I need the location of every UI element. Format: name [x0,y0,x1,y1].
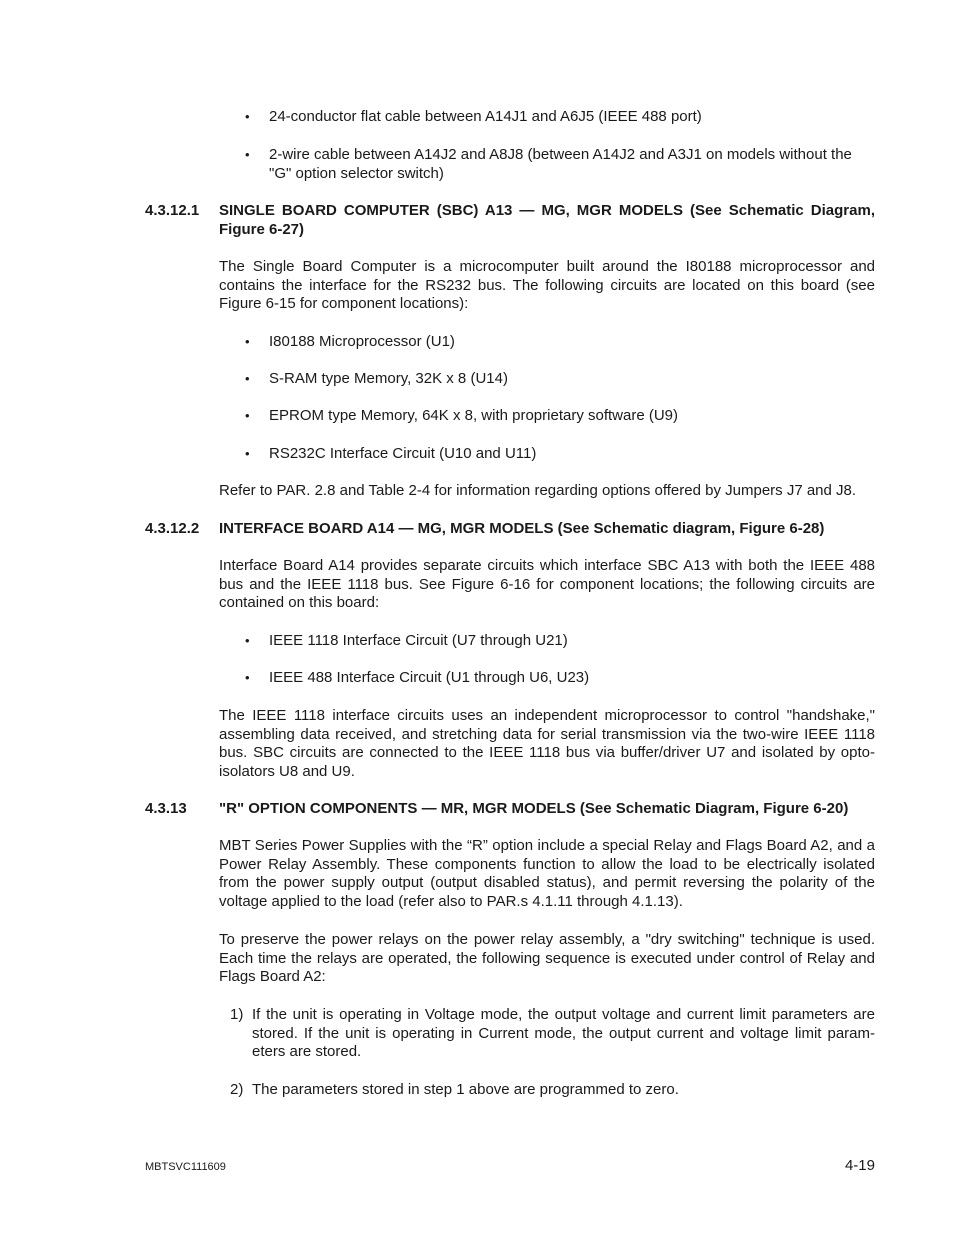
document-id: MBTSVC111609 [145,1161,226,1173]
page-number: 4-19 [844,1157,875,1174]
list-item-text: 2-wire cable between A14J2 and A8J8 (between A14J2 and A3J1 on models without the "G" option selector switch) [269,146,852,182]
list-item [245,108,875,127]
paragraph: To preserve the power relays on the power relay assembly, a "dry switching" technique is used. Each time the relays are operated, the following sequence is executed under control of Relay and Flags Board A2: [219,931,875,986]
section-number: 4.3.12.1 [145,202,200,219]
list-item-text: IEEE 488 Interface Circuit (U1 through U6, U23) [269,669,590,686]
paragraph: Refer to PAR. 2.8 and Table 2-4 for information regarding options offered by Jumpers J7 and J8. [219,482,857,499]
section-heading [145,800,875,819]
list-item-text: I80188 Microprocessor (U1) [269,333,455,350]
list-item [245,370,875,389]
list-item [245,333,875,352]
numbered-step [230,1081,875,1100]
list-item [245,669,875,688]
step-text: The parameters stored in step 1 above are programmed to zero. [252,1081,679,1098]
section-heading [145,520,875,539]
bullet-icon: • [245,109,250,124]
section-title: SINGLE BOARD COMPUTER (SBC) A13 — MG, MGR MODELS (See Schematic Diagram, Figure 6-27) [219,202,875,238]
section-title: INTERFACE BOARD A14 — MG, MGR MODELS (See Schematic diagram, Figure 6-28) [219,520,825,537]
bullet-icon: • [245,371,250,386]
list-item [245,407,875,426]
list-item-text: IEEE 1118 Interface Circuit (U7 through U21) [269,632,568,649]
step-number: 1) [230,1006,244,1023]
section-title: "R" OPTION COMPONENTS — MR, MGR MODELS (See Schematic Diagram, Figure 6-20) [219,800,849,817]
bullet-icon: • [245,334,250,349]
paragraph: MBT Series Power Supplies with the “R” option include a special Relay and Flags Board A2, and a Power Relay Assembly. These components function to allow the load to be electrically isolated from the power supply output (output disabled status), and permit reversing the polarity of the voltage applied to the load (refer also to PAR.s 4.1.11 through 4.1.13). [219,837,875,910]
paragraph: Interface Board A14 provides separate circuits which interface SBC A13 with both the IEEE 488 bus and the IEEE 1118 bus. See Figure 6-16 for component locations; the following circuits are contained on this board: [219,557,875,612]
bullet-icon: • [245,446,250,461]
paragraph: The Single Board Computer is a microcomputer built around the I80188 microprocessor and contains the interface for the RS232 bus. The following circuits are located on this board (see Figure 6-15 for component locations): [219,258,875,313]
section-number: 4.3.13 [145,800,187,817]
list-item-text: EPROM type Memory, 64K x 8, with proprietary software (U9) [269,407,679,424]
bullet-icon: • [245,147,250,162]
step-number: 2) [230,1081,244,1098]
bullet-icon: • [245,670,250,685]
list-item [245,445,875,464]
bullet-icon: • [245,633,250,648]
numbered-step [230,1006,875,1062]
step-text: If the unit is operating in Voltage mode, the output voltage and current limit parameters are stored. If the unit is operating in Current mode, the output current and voltage limit param-eters are stored. [252,1006,875,1061]
paragraph: The IEEE 1118 interface circuits uses an independent microprocessor to control "handshake," assembling data received, and stretching data for serial transmission via the two-wire IEEE 1118 bus. SBC circuits are connected to the IEEE 1118 bus via buffer/driver U7 and isolated by opto-isolators U8 and U9. [219,707,875,780]
list-item [245,146,875,183]
list-item [245,632,875,651]
list-item-text: S-RAM type Memory, 32K x 8 (U14) [269,370,508,387]
section-number: 4.3.12.2 [145,520,200,537]
list-item-text: RS232C Interface Circuit (U10 and U11) [269,445,537,462]
bullet-icon: • [245,408,250,423]
list-item-text: 24-conductor flat cable between A14J1 and A6J5 (IEEE 488 port) [269,108,702,125]
section-heading [145,202,875,239]
